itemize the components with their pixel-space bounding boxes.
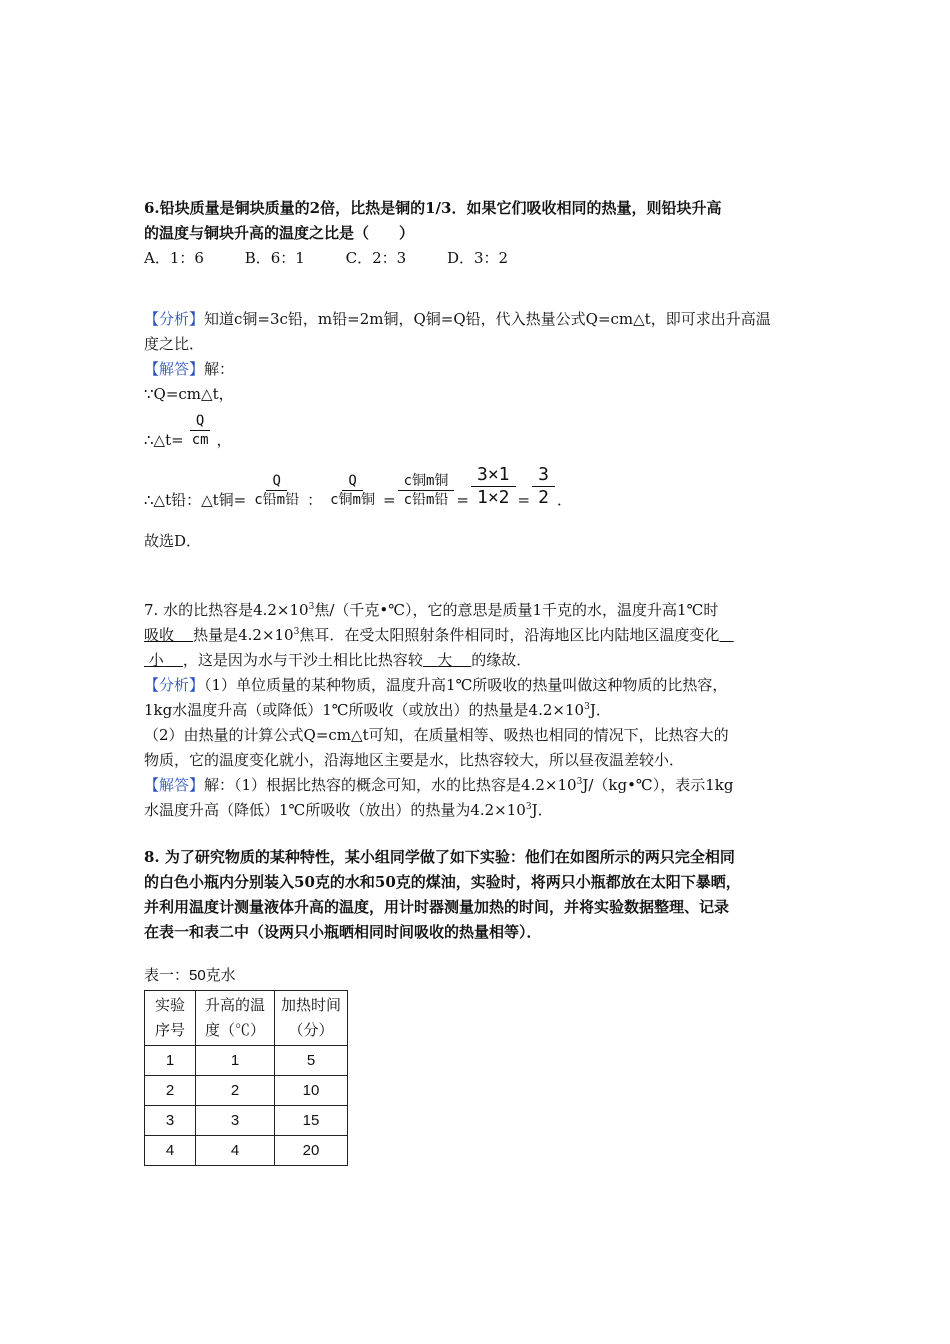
table-header-cell: 实验序号 [145, 991, 196, 1046]
fraction-denominator: c铅m铅 [254, 492, 300, 508]
q7-answer-2-exp: 3 [525, 802, 532, 812]
q6-step2-prefix: ∴△t= [144, 431, 184, 449]
q6-stem-line1: 6.铅块质量是铜块质量的2倍，比热是铜的1/3．如果它们吸收相同的热量，则铅块升高 [144, 199, 722, 217]
fraction-numerator: 3×1 [471, 464, 516, 487]
q7-answer-1a: 解：（1）根据比热容的概念可知，水的比热容是4.2×10 [204, 776, 577, 794]
q6-fraction-1 [248, 472, 305, 509]
q7-blank-2: 小 [148, 651, 164, 669]
fraction-denominator: 1×2 [477, 487, 510, 508]
table-cell: 15 [275, 1106, 348, 1136]
q7-analysis-1: （1）单位质量的某种物质，温度升高1℃所吸收的热量叫做这种物质的比热容， [204, 676, 728, 694]
table-cell: 3 [196, 1106, 275, 1136]
q7-analysis-tag: 【分析】 [144, 676, 205, 694]
q7-line2-exp: 3 [293, 627, 300, 637]
q7-blank-3: 大 [437, 651, 453, 669]
table-row [145, 1076, 348, 1106]
q6-stem-line2: 的温度与铜块升高的温度之比是（ ） [144, 224, 415, 242]
q7-analysis-2-exp: 3 [584, 702, 590, 712]
q7-answer-2 [144, 798, 814, 823]
q8-line1: 8. 为了研究物质的某种特性，某小组同学做了如下实验：他们在如图所示的两只完全相同 [144, 848, 735, 866]
q6-fraction-2 [324, 472, 381, 509]
q7-analysis-2 [144, 698, 814, 723]
q8-line4: 在表一和表二中（设两只小瓶晒相同时间吸收的热量相等）． [144, 923, 542, 941]
q6-eq-3: = [517, 491, 531, 509]
q7-blank-1: 吸收 [144, 626, 175, 644]
q7-answer-2a: 水温度升高（降低）1℃所吸收（放出）的热量为4.2×10 [144, 801, 526, 819]
q6-option-d: D．3：2 [446, 249, 509, 267]
table-cell: 2 [196, 1076, 275, 1106]
q6-sep: ： [307, 491, 323, 509]
q7-answer-1-exp: 3 [576, 777, 583, 787]
table-header-row [145, 991, 348, 1046]
q6-option-c: C．2：3 [345, 249, 407, 267]
table-cell: 20 [275, 1136, 348, 1166]
q6-conclusion: 故选D． [144, 532, 202, 550]
fraction-denominator: c铅m铅 [403, 492, 449, 508]
q6-answer-tag: 【解答】 [144, 360, 205, 378]
table-row [145, 1106, 348, 1136]
q6-step1: ∵Q=cm△t， [144, 385, 234, 403]
table-cell: 1 [145, 1046, 196, 1076]
data-table [144, 990, 348, 1166]
q7-line1-exp: 3 [308, 602, 315, 612]
q7-line1-b: 焦/（千克•℃），它的意思是质量1千克的水，温度升高1℃时 [314, 601, 719, 619]
q6-fraction-4 [471, 464, 516, 509]
q6-answer-text: 解： [204, 360, 235, 378]
q7-analysis [144, 673, 814, 698]
q7-answer-1b: J/（kg•℃），表示1kg [582, 776, 734, 794]
table-header-cell: 升高的温度（℃） [196, 991, 275, 1046]
q6-eq-2: = [456, 491, 469, 509]
q6-fraction-5 [532, 464, 555, 509]
q6-eq-1: = [382, 491, 396, 509]
table-row [145, 1136, 348, 1166]
q6-answer [144, 357, 814, 382]
q8-line3: 并利用温度计测量液体升高的温度，用计时器测量加热的时间，并将实验数据整理、记录 [144, 898, 730, 916]
q6-step2-suffix: ， [216, 431, 232, 449]
table-cell: 4 [196, 1136, 275, 1166]
q7-line2-a: 热量是4.2×10 [193, 626, 294, 644]
q6-analysis-text: 知道c铜=3c铅，m铅=2m铜，Q铜=Q铅，代入热量公式Q=cm△t，即可求出升高温 [204, 310, 771, 328]
fraction-denominator: c铜m铜 [330, 492, 375, 508]
q7-analysis-4: 物质，它的温度变化就小，沿海地区主要是水，比热容较大，所以昼夜温差较小． [144, 751, 685, 769]
q7-analysis-2a: 1kg水温度升高（或降低）1℃所吸收（或放出）的热量是4.2×10 [144, 701, 585, 719]
q8-line2: 的白色小瓶内分别装入50克的水和50克的煤油，实验时，将两只小瓶都放在太阳下暴晒， [144, 873, 741, 891]
table-row [145, 1046, 348, 1076]
q7-line1-a: 7. 水的比热容是4.2×10 [144, 601, 309, 619]
q7-line3-b: 的缘故． [471, 651, 532, 669]
q6-step2-fraction [186, 412, 215, 449]
q6-end: ． [556, 491, 572, 509]
q6-step3-prefix: ∴△t铅：△t铜= [144, 491, 247, 509]
table-cell: 5 [275, 1046, 348, 1076]
q6-step3 [144, 453, 814, 513]
q6-step2 [144, 407, 814, 453]
q6-analysis-line2: 度之比． [144, 335, 205, 353]
document-page [144, 196, 814, 1166]
fraction-numerator: 3 [532, 464, 555, 487]
q7-answer-2b: J． [531, 801, 553, 819]
fraction-numerator: Q [190, 412, 210, 431]
fraction-denominator: cm [191, 432, 209, 448]
table-cell: 2 [145, 1076, 196, 1106]
q7-line2 [144, 623, 814, 648]
table-caption: 表一：50克水 [144, 967, 236, 984]
fraction-denominator: 2 [538, 487, 549, 508]
question-8 [144, 845, 814, 1166]
q6-option-b: B．6：1 [244, 249, 305, 267]
q7-answer [144, 773, 814, 798]
q7-line3 [144, 648, 814, 673]
q7-analysis-2b: J． [589, 701, 611, 719]
question-6 [144, 196, 814, 554]
fraction-numerator: Q [266, 472, 286, 491]
table-cell: 1 [196, 1046, 275, 1076]
q7-analysis-3: （2）由热量的计算公式Q=cm△t可知，在质量相等、吸热也相同的情况下，比热容大的 [144, 726, 729, 744]
q6-analysis-tag: 【分析】 [144, 310, 205, 328]
q7-line2-b: 焦耳．在受太阳照射条件相同时，沿海地区比内陆地区温度变化 [299, 626, 720, 644]
fraction-numerator: c铜m铜 [398, 472, 455, 491]
q6-option-a: A．1：6 [144, 249, 204, 267]
q6-options [144, 246, 814, 271]
table-cell: 10 [275, 1076, 348, 1106]
q7-line3-a: ，这是因为水与干沙土相比比热容较 [182, 651, 423, 669]
table-header-cell: 加热时间（分） [275, 991, 348, 1046]
q7-line1 [144, 598, 814, 623]
fraction-numerator: Q [342, 472, 362, 491]
table-cell: 4 [145, 1136, 196, 1166]
question-7 [144, 598, 814, 823]
q7-answer-tag: 【解答】 [144, 776, 205, 794]
q6-analysis [144, 307, 814, 332]
q6-fraction-3 [398, 472, 455, 509]
table-cell: 3 [145, 1106, 196, 1136]
